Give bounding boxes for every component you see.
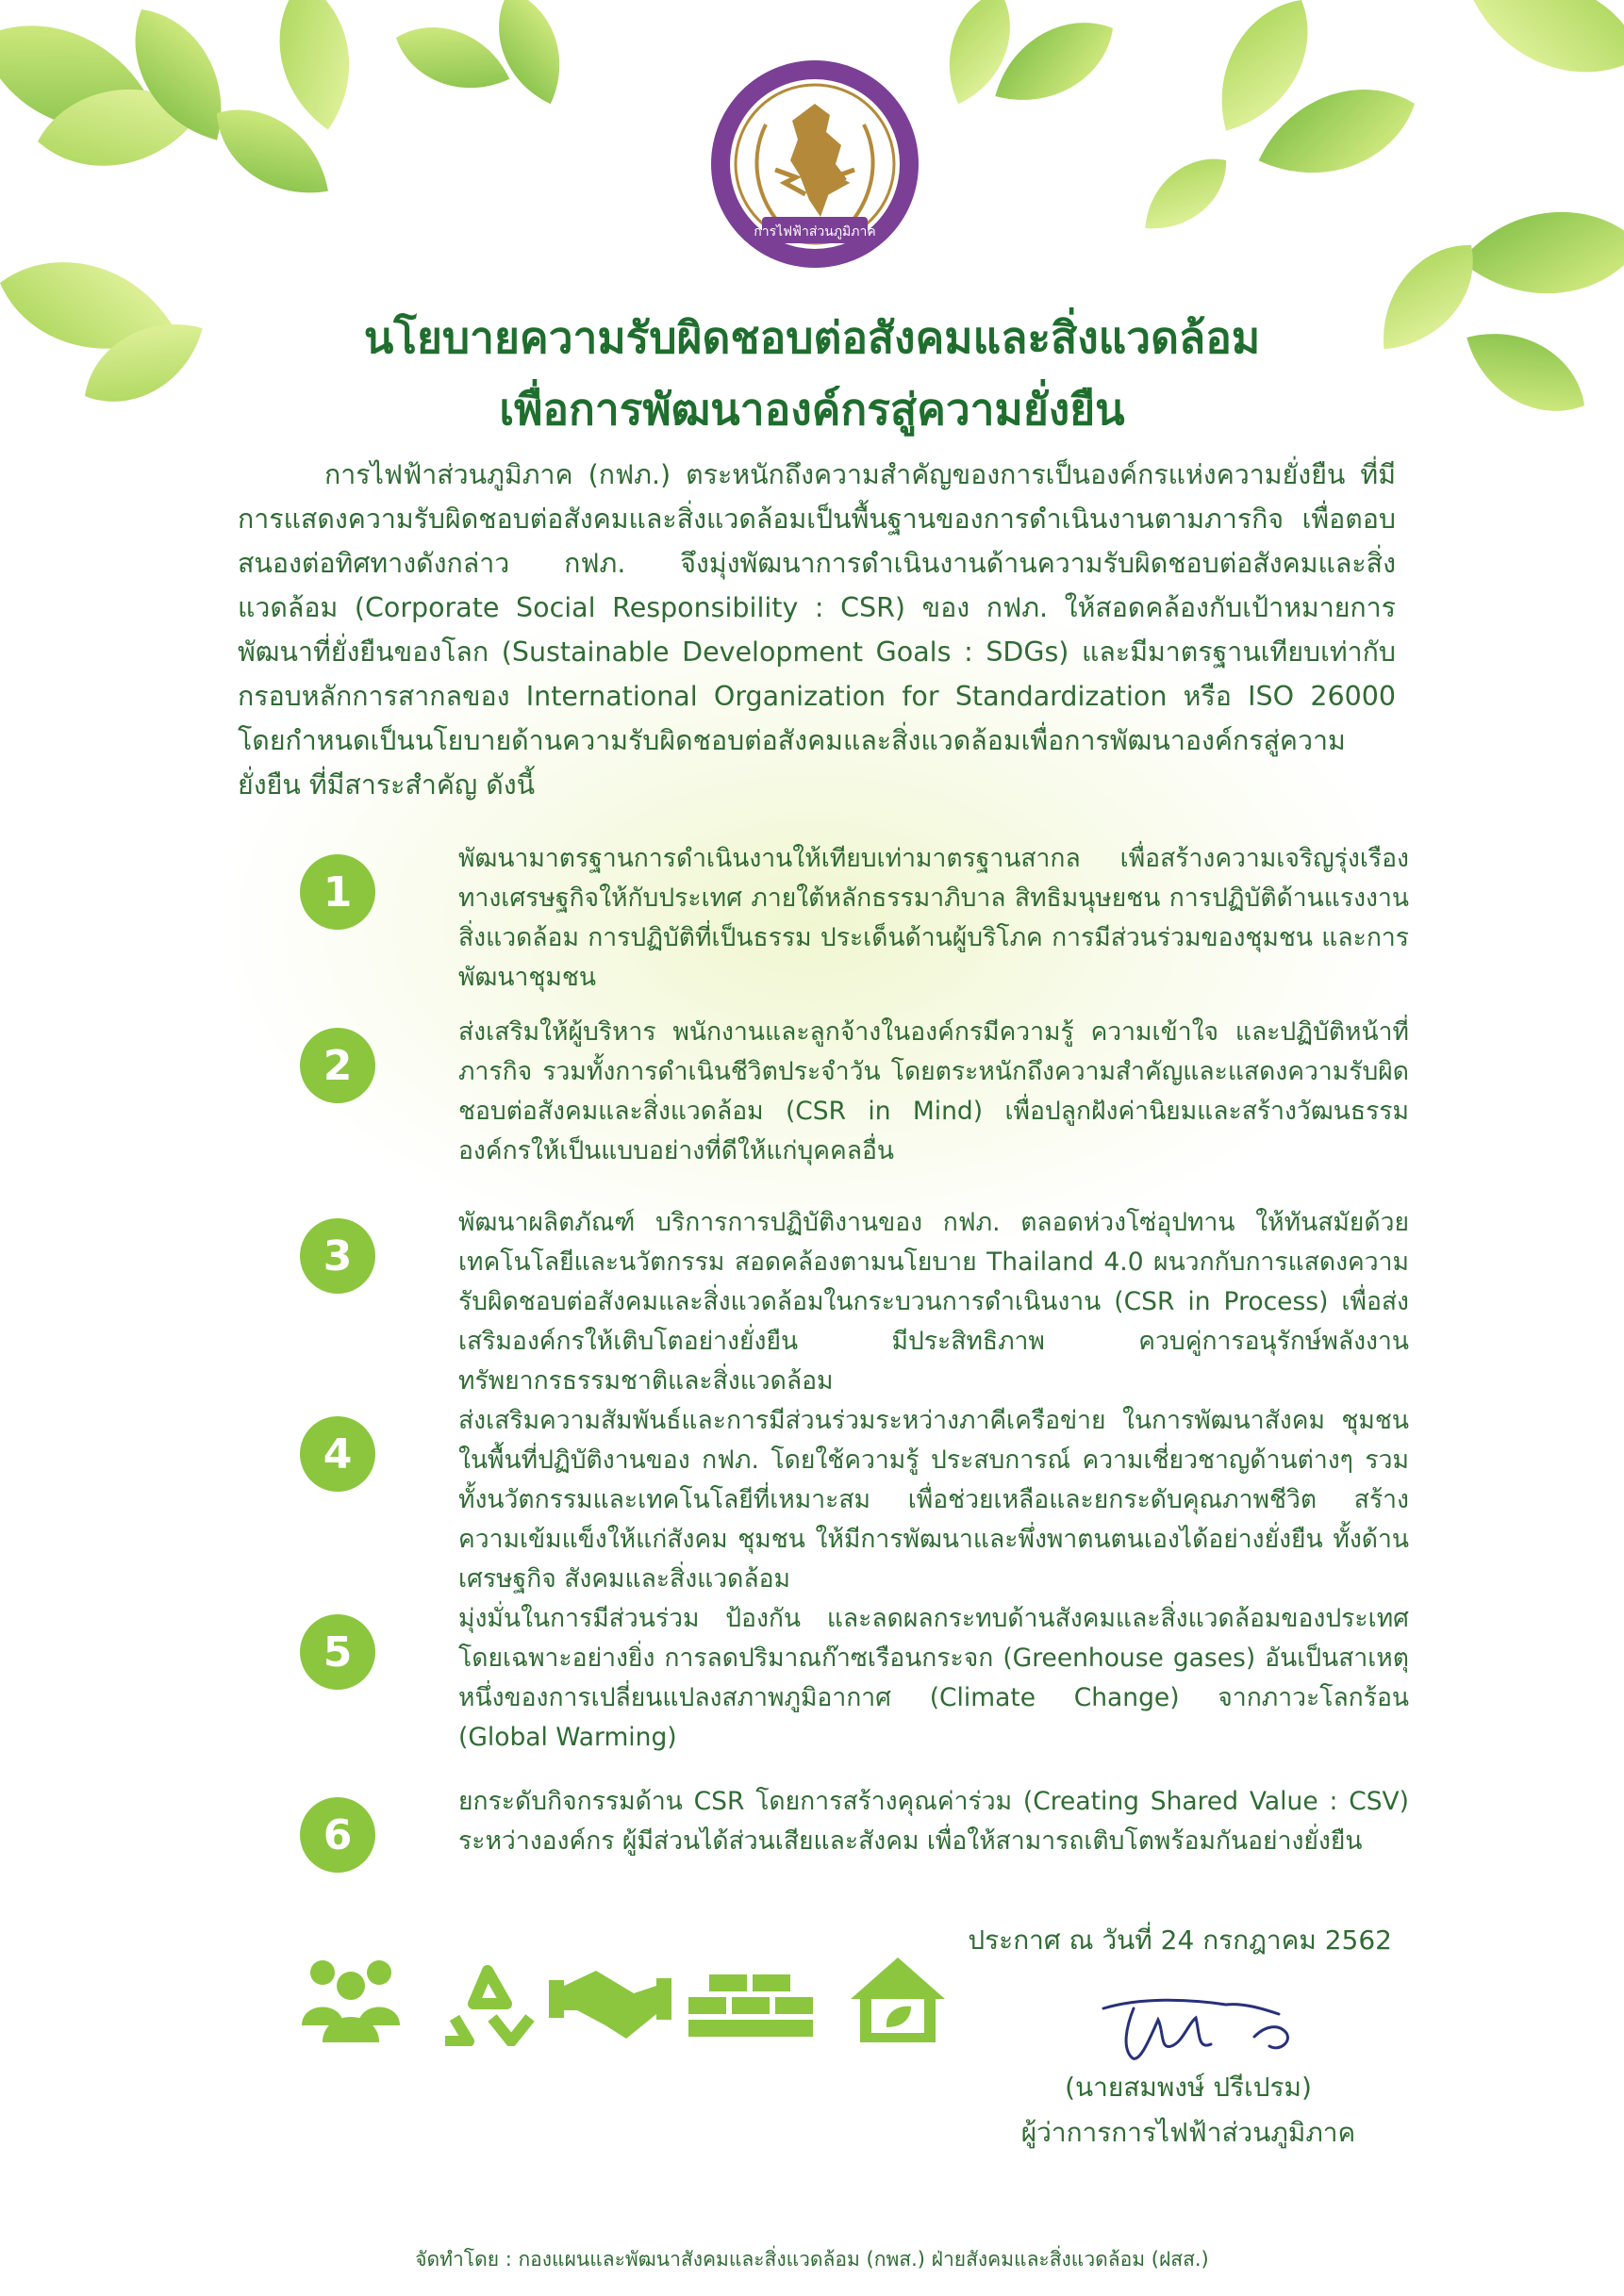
- signature-image: [1085, 1971, 1320, 2074]
- pea-logo-icon: [709, 58, 920, 270]
- recycle-icon: [445, 1971, 530, 2041]
- item-text: ส่งเสริมให้ผู้บริหาร พนักงานและลูกจ้างในองค์กรมีความรู้ ความเข้าใจ และปฏิบัติหน้าที่ภารกิจ รวมทั้งการดำเนินชีวิตประจำวัน โดยตระหนักถึงความสำคัญและแสดงความรับผิดชอบต่อสังคมและสิ่งแวดล้อม (CSR in Mind) เพื่อปลูกฝังค่านิยมและสร้างวัฒนธรรมองค์กรให้เป็นแบบอย่างที่ดีให้แก่บุคคลอื่น: [458, 1017, 1409, 1165]
- intro-text: การไฟฟ้าส่วนภูมิภาค (กฟภ.) ตระหนักถึงความสำคัญของการเป็นองค์กรแห่งความยั่งยืน ที่มีการแสดงความรับผิดชอบต่อสังคมและสิ่งแวดล้อมเป็นพื้นฐานของการดำเนินงานตามภารกิจ เพื่อตอบสนองต่อทิศทางดังกล่าว กฟภ. จึงมุ่งพัฒนาการดำเนินงานด้านความรับผิดชอบต่อสังคมและสิ่งแวดล้อม (Corporate Social Responsibility : CSR) ของ กฟภ. ให้สอดคล้องกับเป้าหมายการพัฒนาที่ยั่งยืนของโลก (Sustainable Development Goals : SDGs) และมีมาตรฐานเทียบเท่ากับกรอบหลักการสากลของ International Organization for Standardization หรือ ISO 26000 โดยกำหนดเป็นนโยบายด้านความรับผิดชอบต่อสังคมและสิ่งแวดล้อมเพื่อการพัฒนาองค์กรสู่ความยั่งยืน ที่มีสาระสำคัญ ดังนี้: [238, 459, 1396, 801]
- signer-position: ผู้ว่าการการไฟฟ้าส่วนภูมิภาค: [1020, 2117, 1356, 2148]
- item-text: ยกระดับกิจกรรมด้าน CSR โดยการสร้างคุณค่าร่วม (Creating Shared Value : CSV) ระหว่างองค์กร ผู้มีส่วนได้ส่วนเสียและสังคม เพื่อให้สามารถเติบโตพร้อมกันอย่างยั่งยืน: [458, 1787, 1409, 1856]
- item-text: มุ่งมั่นในการมีส่วนร่วม ป้องกัน และลดผลกระทบด้านสังคมและสิ่งแวดล้อมของประเทศ โดยเฉพาะอย่างยิ่ง การลดปริมาณก๊าซเรือนกระจก (Greenhouse gases) อันเป็นสาเหตุหนึ่งของการเปลี่ยนแปลงสภาพภูมิอากาศ (Climate Change) จากภาวะโลกร้อน (Global Warming): [458, 1604, 1409, 1752]
- item-number-badge: 3: [300, 1218, 375, 1294]
- title-line-1: นโยบายความรับผิดชอบต่อสังคมและสิ่งแวดล้อม: [363, 312, 1261, 363]
- footer-credit: จัดทำโดย : กองแผนและพัฒนาสังคมและสิ่งแวดล้อม (กพส.) ฝ่ายสังคมและสิ่งแวดล้อม (ฝสส.): [415, 2248, 1209, 2271]
- item-text: พัฒนาผลิตภัณฑ์ บริการการปฏิบัติงานของ กฟภ. ตลอดห่วงโซ่อุปทาน ให้ทันสมัยด้วยเทคโนโลยีและนวัตกรรม สอดคล้องตามนโยบาย Thailand 4.0 ผนวกกับการแสดงความรับผิดชอบต่อสังคมและสิ่งแวดล้อมในกระบวนการดำเนินงาน (CSR in Process) เพื่อส่งเสริมองค์กรให้เติบโตอย่างยั่งยืน มีประสิทธิภาพ ควบคู่การอนุรักษ์พลังงานทรัพยากรธรรมชาติและสิ่งแวดล้อม: [458, 1208, 1409, 1396]
- signer-name: (นายสมพงษ์ ปรีเปรม): [1065, 2072, 1312, 2103]
- intro-paragraph: [238, 453, 1396, 807]
- logo-caption: การไฟฟ้าส่วนภูมิภาค: [754, 224, 876, 240]
- signer-block: [1019, 2065, 1358, 2156]
- item-number-badge: 1: [300, 854, 375, 930]
- item-text: ส่งเสริมความสัมพันธ์และการมีส่วนร่วมระหว่างภาคีเครือข่าย ในการพัฒนาสังคม ชุมชนในพื้นที่ปฏิบัติงานของ กฟภ. โดยใช้ความรู้ ประสบการณ์ ความเชี่ยวชาญด้านต่างๆ รวมทั้งนวัตกรรมและเทคโนโลยีที่เหมาะสม เพื่อช่วยเหลือและยกระดับคุณภาพชีวิต สร้างความเข้มแข็งให้แก่สังคม ชุมชน ให้มีการพัฒนาและพึ่งพาตนตนเองได้อย่างยั่งยืน ทั้งด้านเศรษฐกิจ สังคมและสิ่งแวดล้อม: [458, 1406, 1409, 1594]
- item-text: พัฒนามาตรฐานการดำเนินงานให้เทียบเท่ามาตรฐานสากล เพื่อสร้างความเจริญรุ่งเรืองทางเศรษฐกิจให้กับประเทศ ภายใต้หลักธรรมาภิบาล สิทธิมนุษยชน การปฏิบัติด้านแรงงาน สิ่งแวดล้อม การปฏิบัติที่เป็นธรรม ประเด็นด้านผู้บริโภค การมีส่วนร่วมของชุมชน และการพัฒนาชุมชน: [458, 844, 1409, 992]
- handshake-icon: [549, 1971, 671, 2039]
- title-line-2: เพื่อการพัฒนาองค์กรสู่ความยั่งยืน: [499, 384, 1125, 435]
- item-number-badge: 2: [300, 1028, 375, 1103]
- csr-icons-row: [294, 1952, 945, 2046]
- item-number-badge: 6: [300, 1797, 375, 1873]
- item-number-badge: 4: [300, 1416, 375, 1492]
- bricks-icon: [688, 1974, 813, 2037]
- item-number-badge: 5: [300, 1614, 375, 1690]
- people-icon: [302, 1960, 400, 2042]
- eco-house-icon: [851, 1957, 945, 2042]
- announcement-date: ประกาศ ณ วันที่ 24 กรกฎาคม 2562: [968, 1924, 1392, 1956]
